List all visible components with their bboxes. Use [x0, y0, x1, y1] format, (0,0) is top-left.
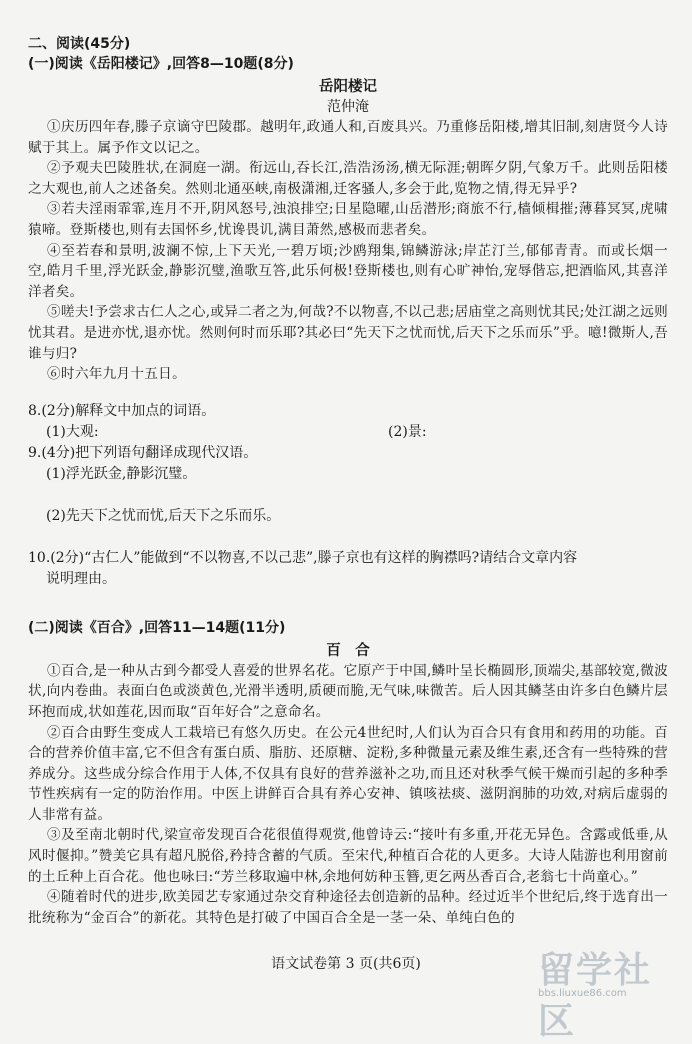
question-8: 8.(2分)解释文中加点的词语。 — [28, 402, 216, 419]
watermark-text: 留学社区 — [538, 950, 653, 1042]
page-footer: 语文试卷第 3 页(共6页) — [271, 956, 421, 972]
watermark-logo — [520, 942, 670, 1042]
part2-heading: (二)阅读《百合》,回答11—14题(11分) — [28, 619, 286, 636]
text-paragraph: ①庆历四年春,滕子京谪守巴陵郡。越明年,政通人和,百废具兴。乃重修岳阳楼,增其旧制,刻唐贤今人诗赋于其上。属予作文以记之。 — [28, 119, 668, 156]
text-paragraph: ②百合由野生变成人工栽培已有悠久历史。在公元4世纪时,人们认为百合只有食用和药用的功能。百合的营养价值丰富,它不但含有蛋白质、脂肪、还原糖、淀粉,多种微量元素及维生素,还含有一些特殊的营养成分。这些成分综合作用于人体,不仅具有良好的营养滋补之功,而且还对秋季气候干燥而引起的多种季节性疾病有一定的防治作用。中医上讲鲜百合具有养心安神、镇咳祛痰、滋阴润肺的功效,对病后虚弱的人非常有益。 — [28, 724, 668, 823]
question-9: 9.(4分)把下列语句翻译成现代汉语。 — [28, 444, 258, 461]
part1-heading: (一)阅读《岳阳楼记》,回答8—10题(8分) — [28, 56, 294, 72]
text-paragraph: ③若夫淫雨霏霏,连月不开,阴风怒号,浊浪排空;日星隐曜,山岳潜形;商旅不行,樯倾楫摧;薄暮冥冥,虎啸猿啼。登斯楼也,则有去国怀乡,忧谗畏讥,满目萧然,感极而悲者矣。 — [28, 201, 668, 238]
text-paragraph: ④随着时代的进步,欧美园艺专家通过杂交育种途径去创造新的品种。经过近半个世纪后,终于选育出一批统称为“金百合”的新花。其特色是打破了中国百合全是一茎一朵、单纯白色的 — [28, 889, 668, 926]
section-heading: 二、阅读(45分) — [28, 36, 131, 52]
part2-title: 百 合 — [326, 641, 370, 659]
text-paragraph: ⑤嗟夫!予尝求古仁人之心,或异二者之为,何哉?不以物喜,不以己悲;居庙堂之高则忧其民;处江湖之远则忧其君。是进亦忧,退亦忧。然则何时而乐耶?其必曰“先天下之忧而忧,后天下之乐而乐”乎。噫!微斯人,吾谁与归? — [28, 304, 668, 362]
text-paragraph: ②予观夫巴陵胜状,在洞庭一湖。衔远山,吞长江,浩浩汤汤,横无际涯;朝晖夕阴,气象万千。此则岳阳楼之大观也,前人之述备矣。然则北通巫峡,南极潇湘,迁客骚人,多会于此,览物之情,得无异乎? — [28, 160, 668, 197]
part1-author: 范仲淹 — [327, 99, 369, 115]
question-8-items — [46, 422, 668, 443]
text-paragraph: ③及至南北朝时代,梁宣帝发现百合花很值得观赏,他曾诗云:“接叶有多重,开花无异色。含露或低垂,从风时偃抑。”赞美它具有超凡脱俗,矜持含蓄的气质。至宋代,种植百合花的人更多。大诗人陆游也利用窗前的土丘种上百合花。他也咏曰:“芳兰移取遍中林,余地何妨种玉簪,更乞两丛香百合,老翁七十尚童心。” — [28, 827, 668, 885]
question-8-2: (2)景: — [388, 423, 427, 440]
text-paragraph: ④至若春和景明,波澜不惊,上下天光,一碧万顷;沙鸥翔集,锦鳞游泳;岸芷汀兰,郁郁青青。而或长烟一空,皓月千里,浮光跃金,静影沉璧,渔歌互答,此乐何极!登斯楼也,则有心旷神怡,宠辱偕忘,把酒临风,其喜洋洋者矣。 — [28, 242, 668, 300]
question-8-1: (1)大观: — [46, 423, 99, 440]
watermark-url: bbs.liuxue86.com — [538, 988, 627, 999]
text-paragraph: ⑥时六年九月十五日。 — [47, 366, 186, 383]
question-9-2: (2)先天下之忧而忧,后天下之乐而乐。 — [46, 507, 281, 524]
question-10: 10.(2分)“古仁人”能做到“不以物喜,不以己悲”,滕子京也有这样的胸襟吗?请结合文章内容 — [28, 549, 578, 566]
text-paragraph: ①百合,是一种从古到今都受人喜爱的世界名花。它原产于中国,鳞叶呈长椭圆形,顶端尖,基部较宽,微波状,向内卷曲。表面白色或淡黄色,光滑半透明,质硬而脆,无气味,味微苦。后人因其鳞茎由许多白色鳞片层环抱而成,状如莲花,因而取“百年好合”之意命名。 — [28, 662, 668, 720]
question-9-1: (1)浮光跃金,静影沉璧。 — [46, 465, 197, 482]
part1-title: 岳阳楼记 — [319, 78, 377, 95]
question-10-cont: 说明理由。 — [46, 570, 116, 587]
exam-page — [28, 34, 668, 928]
